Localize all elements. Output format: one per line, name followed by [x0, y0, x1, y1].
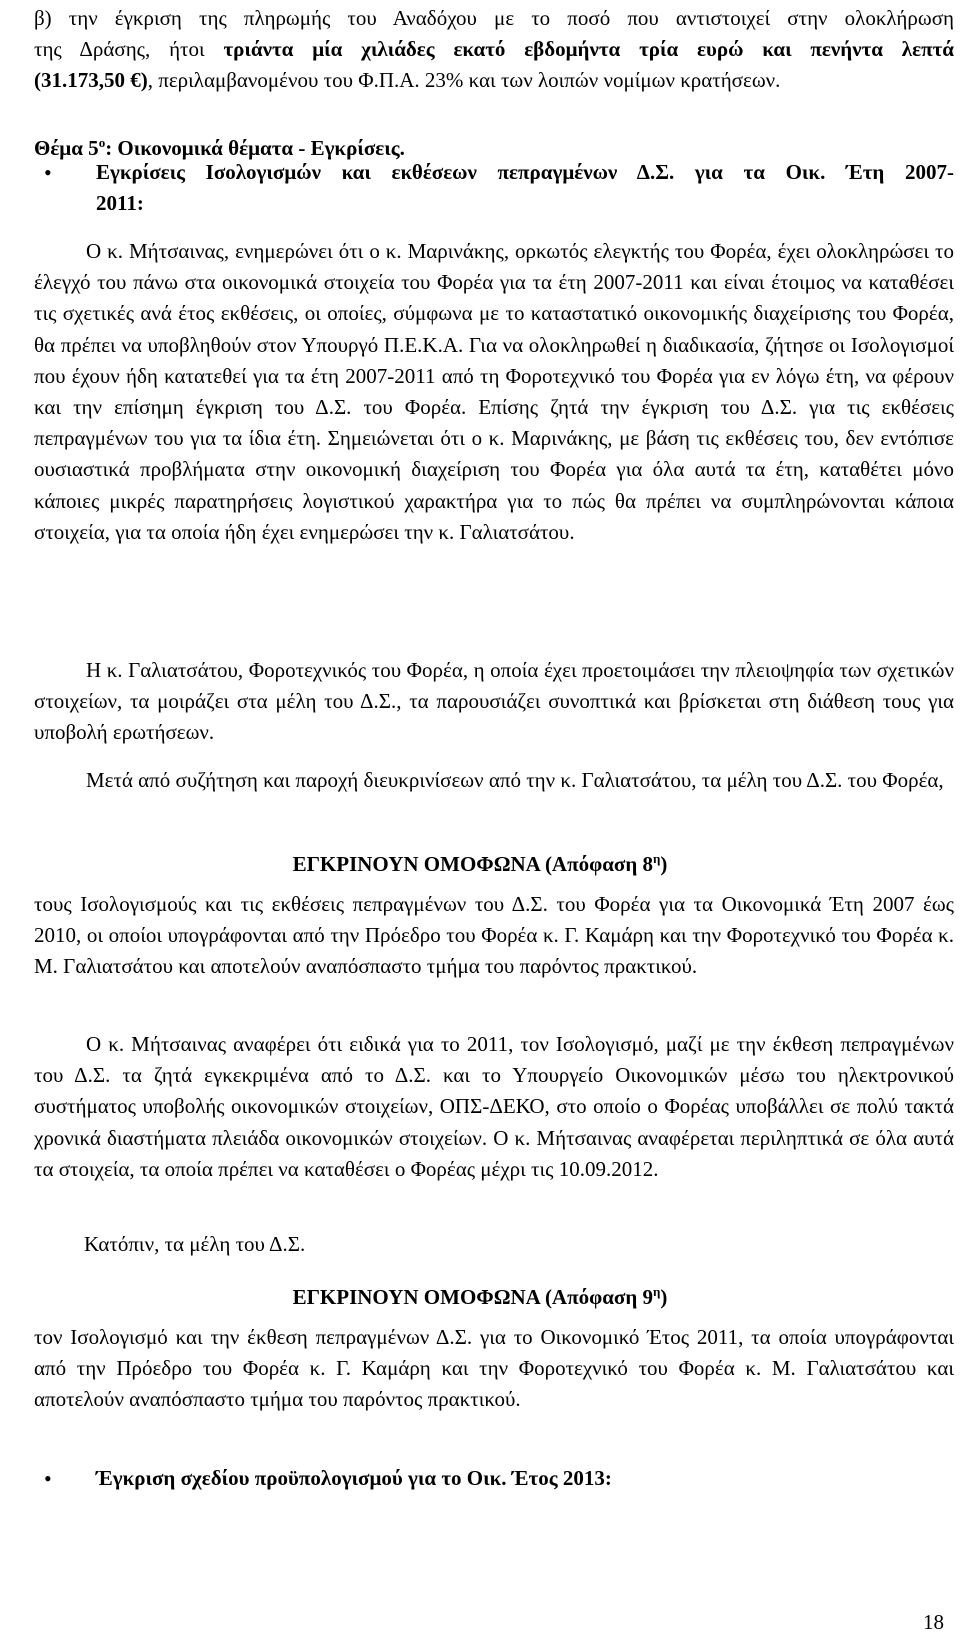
decision-9-suffix: )	[660, 1285, 668, 1309]
topic-heading-prefix: Θέμα 5	[34, 136, 99, 160]
bullet-item-approvals-line-2: 2011:	[96, 191, 144, 215]
paragraph-decision-9-text: τον Ισολογισμό και την έκθεση πεπραγμένων Δ.Σ. για το Οικονομικό Έτος 2011, τα οποία υπογράφονται από την Πρόεδρο του Φορέα κ. Γ. Καμάρη και την Φοροτεχνικό του Φορέα κ. Μ. Γαλιατσάτου και αποτελούν αναπόσπαστο τμήμα του παρόντος πρακτικού.	[34, 1325, 954, 1412]
decision-8-sup: η	[653, 851, 661, 866]
topic-heading-suffix: : Οικονομικά θέματα - Εγκρίσεις.	[105, 136, 405, 160]
decision-9-sup: η	[653, 1284, 661, 1299]
paragraph-mitsainas-2011: Ο κ. Μήτσαινας αναφέρει ότι ειδικά για το 2011, τον Ισολογισμό, μαζί με την έκθεση πεπραγμένων του Δ.Σ. τα ζητά εγκεκριμένα από το Δ.Σ. και το Υπουργείο Οικονομικών μέσω του ηλεκτρονικού συστήματος υποβολής οικονομικών στοιχείων, ΟΠΣ-ΔΕΚΟ, στο οποίο ο Φορέας υποβάλλει σε πολύ τακτά χρονικά διαστήματα πλειάδα οικονομικών στοιχείων. Ο κ. Μήτσαινας αναφέρεται περιληπτικά σε όλα αυτά τα στοιχεία, τα οποία πρέπει να καταθέσει ο Φορέας μέχρι τις 10.09.2012.	[34, 1032, 954, 1181]
bullet-item-budget-text: Έγκριση σχεδίου προϋπολογισμού για το Οικ. Έτος 2013:	[96, 1466, 612, 1490]
topic-heading-sup: ο	[98, 135, 106, 150]
top-paragraph-line-2	[34, 34, 954, 65]
page-number: 18	[923, 1610, 944, 1634]
bullet-icon: •	[44, 1466, 52, 1491]
bullet-item-approvals-line-1: Εγκρίσεις Ισολογισμών και εκθέσεων πεπραγμένων Δ.Σ. για τα Οικ. Έτη 2007-	[96, 160, 954, 184]
bullet-icon: •	[44, 160, 52, 185]
payment-amount-figure: (31.173,50 €)	[34, 68, 148, 92]
decision-8-title	[0, 843, 960, 880]
decision-9-prefix: ΕΓΚΡΙΝΟΥΝ ΟΜΟΦΩΝΑ (Απόφαση 9	[292, 1285, 654, 1309]
decision-8-prefix: ΕΓΚΡΙΝΟΥΝ ΟΜΟΦΩΝΑ (Απόφαση 8	[292, 852, 654, 876]
paragraph-thereafter: Κατόπιν, τα μέλη του Δ.Σ.	[84, 1232, 306, 1256]
paragraph-decision-8-text: τους Ισολογισμούς και τις εκθέσεις πεπραγμένων του Δ.Σ. του Φορέα για τα Οικονομικά Έτη 2007 έως 2010, οι οποίοι υπογράφονται από την Πρόεδρο του Φορέα κ. Γ. Καμάρη και την Φοροτεχνικό του Φορέα κ. Μ. Γαλιατσάτου και αποτελούν αναπόσπαστο τμήμα του παρόντος πρακτικού.	[34, 892, 954, 979]
top-paragraph-line-3	[34, 65, 954, 96]
paragraph-mitsainas-auditor: Ο κ. Μήτσαινας, ενημερώνει ότι ο κ. Μαρινάκης, ορκωτός ελεγκτής του Φορέα, έχει ολοκληρώσει το έλεγχό του πάνω στα οικονομικά στοιχεία του Φορέα για τα έτη 2007-2011 και είναι έτοιμος να καταθέσει τις σχετικές ανά έτος εκθέσεις, οι οποίες, σύμφωνα με το καταστατικό οικονομικής διαχείρισης του Φορέα, θα πρέπει να υποβληθούν στον Υπουργό Π.Ε.Κ.Α. Για να ολοκληρωθεί η διαδικασία, ζήτησε οι Ισολογισμοί που έχουν ήδη κατατεθεί για τα έτη 2007-2011 από τη Φοροτεχνικό του Φορέα για εν λόγω έτη, να φέρουν και την επίσημη έγκριση του Δ.Σ. του Φορέα. Επίσης ζητά την έγκριση του Δ.Σ. για τις εκθέσεις πεπραγμένων του για τα ίδια έτη. Σημειώνεται ότι ο κ. Μαρινάκης, με βάση τις εκθέσεις του, δεν εντόπισε ουσιαστικά προβλήματα στην οικονομική διαχείριση του Φορέα για όλα αυτά τα έτη, καταθέτει μόνο κάποιες μικρές παρατηρήσεις λογιστικού χαρακτήρα για το πώς θα πρέπει να συμπληρώνονται κάποια στοιχεία, για τα οποία ήδη έχει ενημερώσει την κ. Γαλιατσάτου.	[34, 239, 954, 544]
paragraph-galiatsatou: Η κ. Γαλιατσάτου, Φοροτεχνικός του Φορέα, η οποία έχει προετοιμάσει την πλειοψηφία των σχετικών στοιχείων, τα μοιράζει στα μέλη του Δ.Σ., τα παρουσιάζει συνοπτικά και βρίσκεται στη διάθεση τους για υποβολή ερωτήσεων.	[34, 658, 954, 745]
top-paragraph-line-3-rest: , περιλαμβανομένου του Φ.Π.Α. 23% και των λοιπών νομίμων κρατήσεων.	[147, 68, 781, 92]
top-paragraph-line-1: β) την έγκριση της πληρωμής του Αναδόχου με το ποσό που αντιστοιχεί στην ολοκλήρωση	[34, 6, 954, 30]
decision-8-suffix: )	[660, 852, 668, 876]
paragraph-discussion: Μετά από συζήτηση και παροχή διευκρινίσεων από την κ. Γαλιατσάτου, τα μέλη του Δ.Σ. του Φορέα,	[86, 768, 944, 792]
top-paragraph-line-2-prefix: της Δράσης, ήτοι	[34, 37, 224, 61]
decision-9-title	[0, 1276, 960, 1313]
payment-amount-words: τριάντα μία χιλιάδες εκατό εβδομήντα τρία ευρώ και πενήντα λεπτά	[223, 37, 954, 61]
